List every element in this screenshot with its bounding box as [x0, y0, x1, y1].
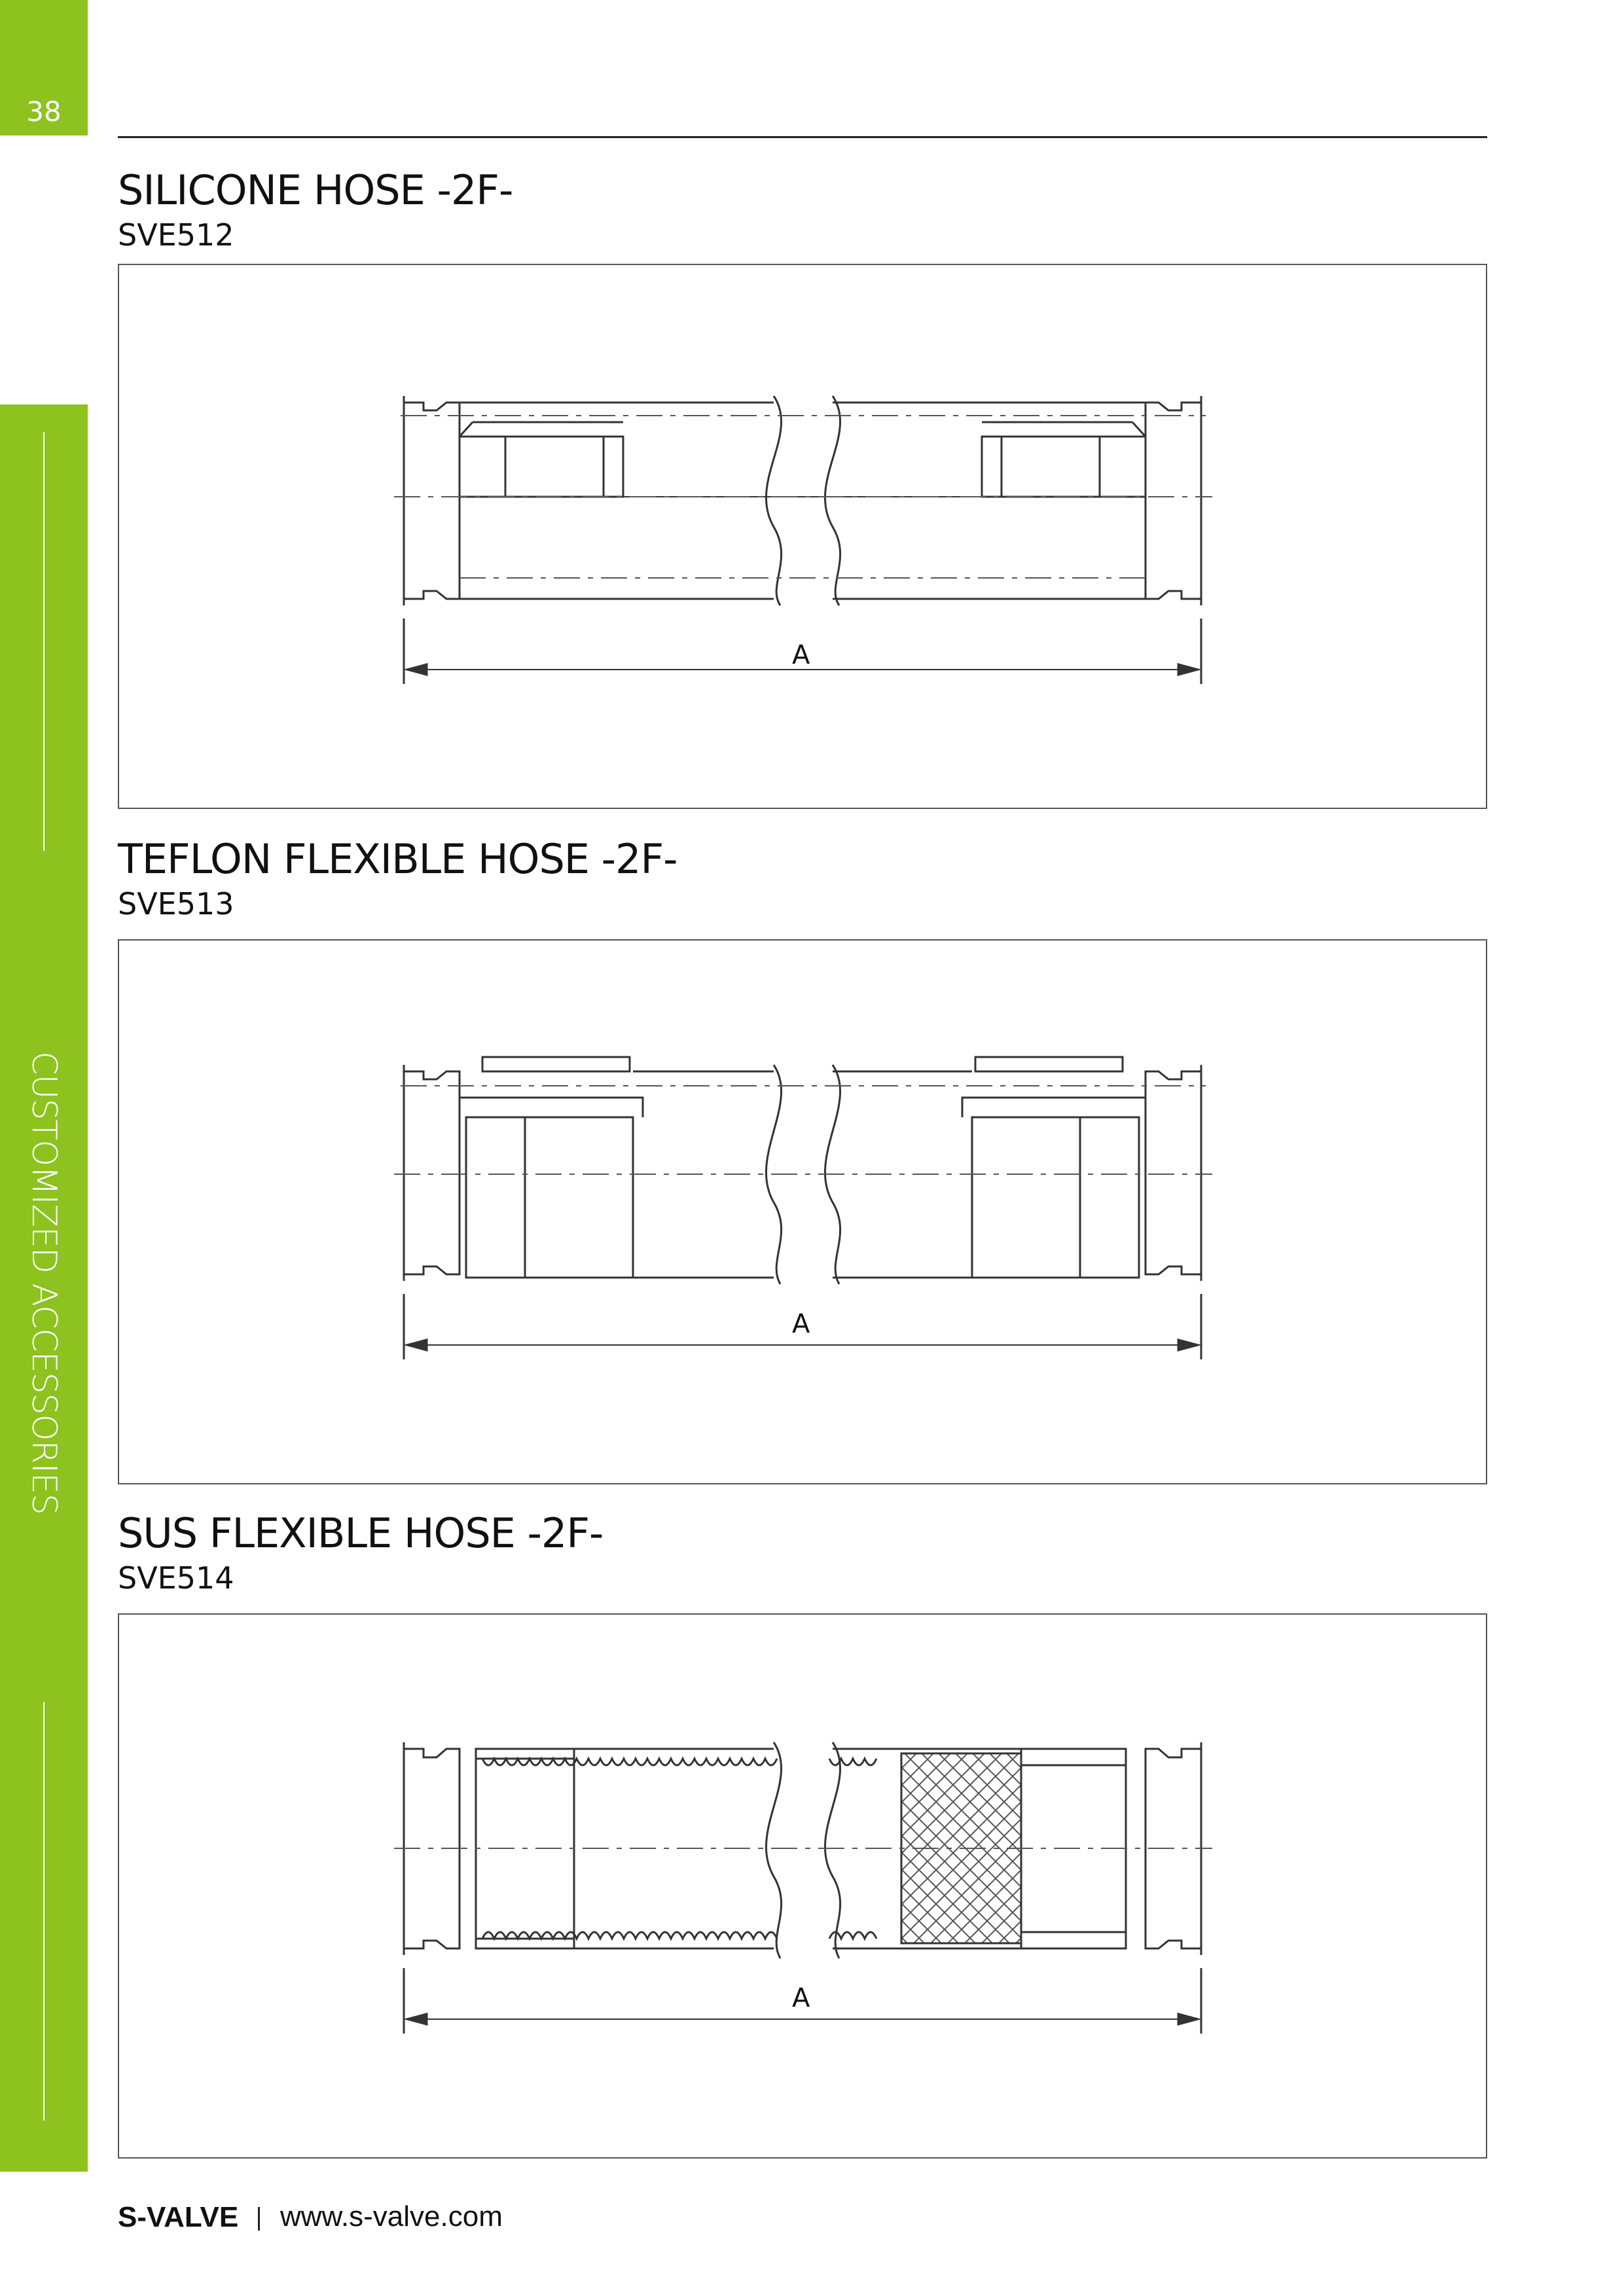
- footer-separator: [258, 2207, 260, 2231]
- product-code-sve512: SVE512: [118, 217, 234, 253]
- footer-url-link[interactable]: www.s-valve.com: [280, 2200, 503, 2233]
- product-title-sus-hose: SUS FLEXIBLE HOSE -2F-: [118, 1509, 604, 1557]
- side-divider-top: [43, 432, 45, 851]
- dimension-label-a: A: [792, 1309, 810, 1339]
- page-number: 38: [26, 96, 62, 128]
- drawing-frame-teflon-hose: [118, 939, 1487, 1484]
- silicone-hose-drawing: [119, 265, 1486, 808]
- header-rule: [118, 136, 1487, 138]
- product-title-silicone-hose: SILICONE HOSE -2F-: [118, 166, 513, 214]
- product-title-teflon-hose: TEFLON FLEXIBLE HOSE -2F-: [118, 835, 677, 883]
- product-code-sve514: SVE514: [118, 1560, 234, 1596]
- product-code-sve513: SVE513: [118, 886, 234, 922]
- side-divider-bottom: [43, 1702, 45, 2121]
- teflon-hose-drawing: [119, 941, 1486, 1483]
- dimension-label-a: A: [792, 1983, 810, 2013]
- footer-brand: S-VALVE: [118, 2201, 239, 2233]
- drawing-frame-sus-hose: [118, 1613, 1487, 2159]
- sus-hose-drawing: [119, 1615, 1486, 2157]
- dimension-label-a: A: [792, 640, 810, 670]
- drawing-frame-silicone-hose: [118, 264, 1487, 809]
